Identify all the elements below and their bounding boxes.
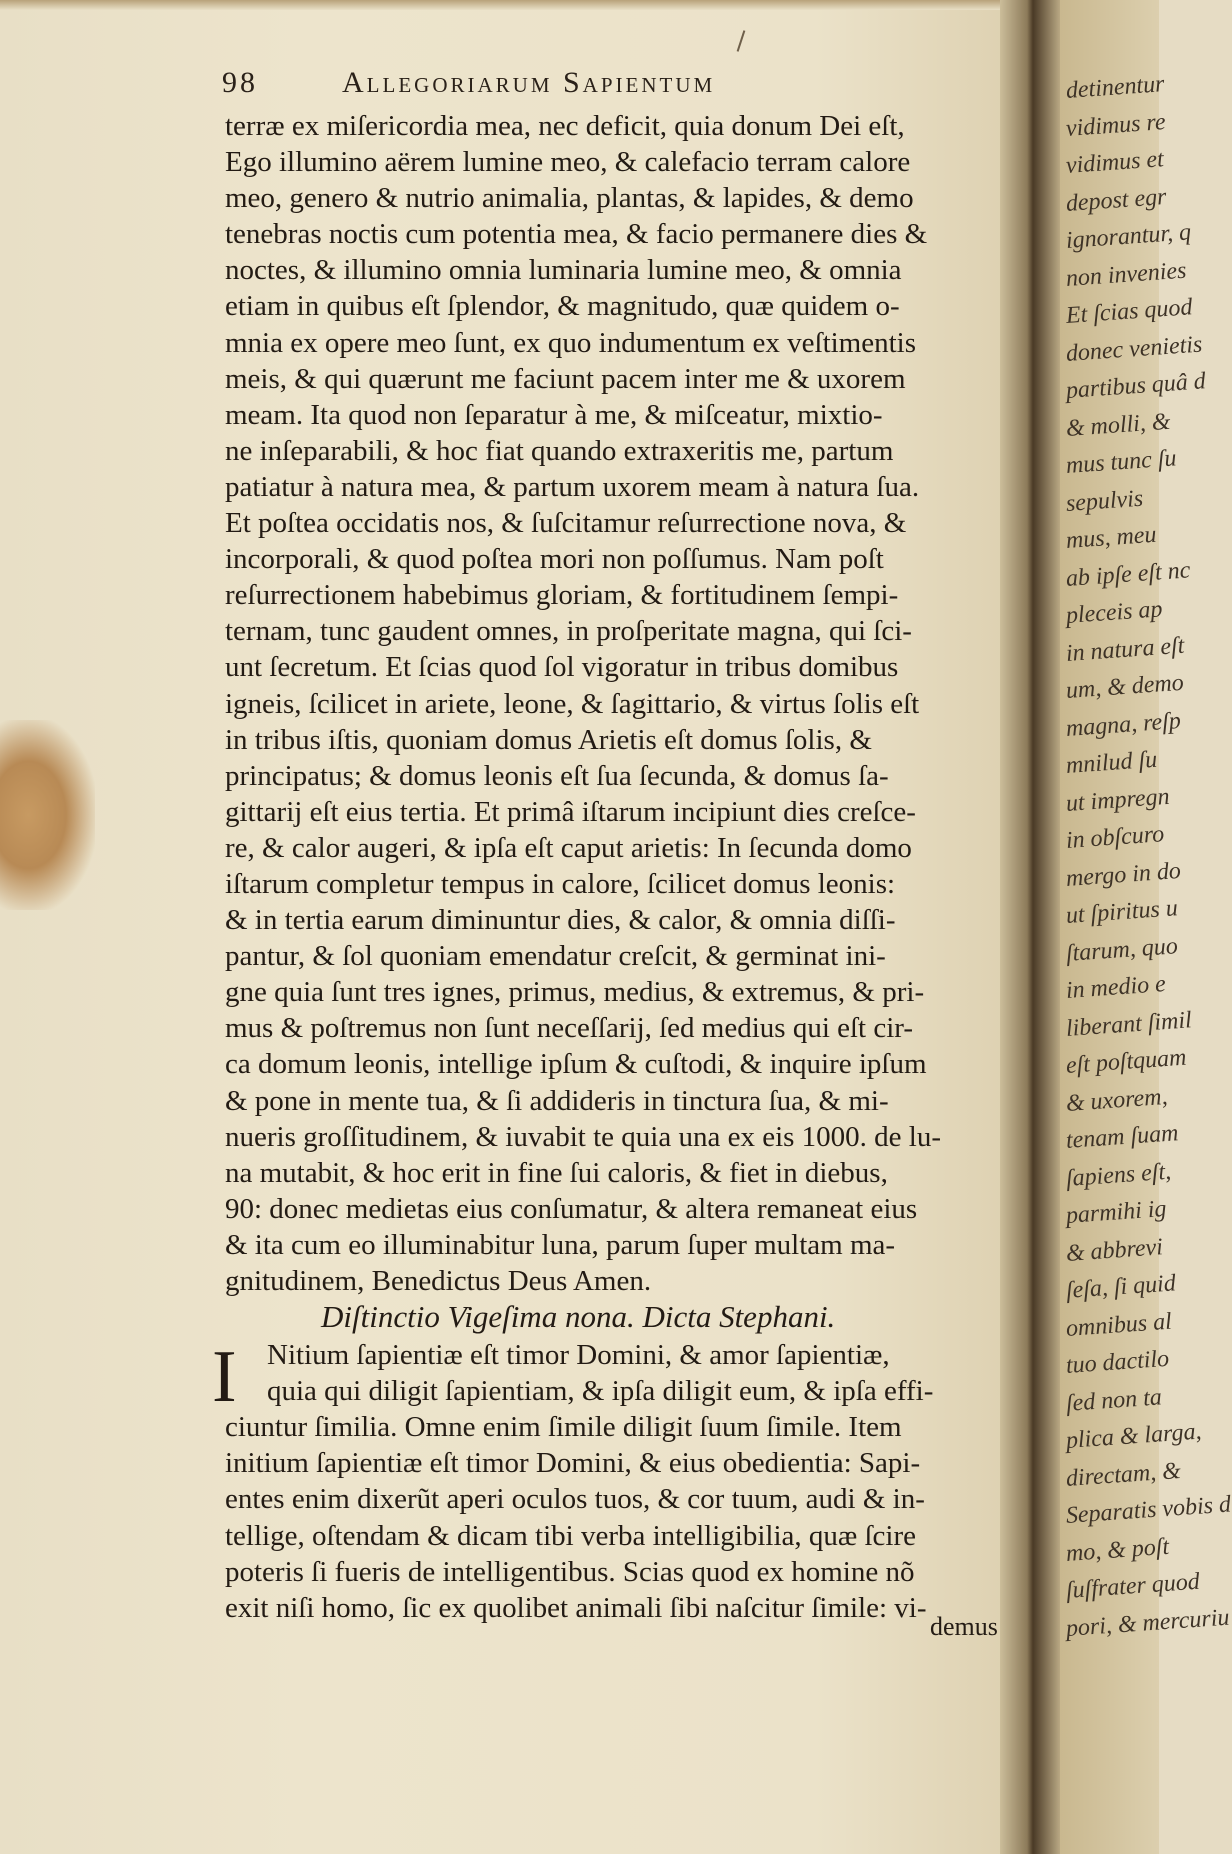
- section-heading: Diſtinctio Vigeſima nona. Dicta Stephani.: [321, 1299, 836, 1335]
- text-line: Et poſtea occidatis nos, & ſuſcitamur reſurrectione nova, &: [225, 507, 907, 540]
- text-line: initium ſapientiæ eſt timor Domini, & eius obedientia: Sapi-: [225, 1447, 921, 1480]
- text-line: nueris groſſitudinem, & iuvabit te quia una ex eis 1000. de lu-: [225, 1120, 941, 1153]
- facing-page-line: pleceis ap: [1065, 596, 1164, 629]
- text-line: terræ ex miſericordia mea, nec deficit, quia donum Dei eſt,: [225, 110, 905, 142]
- facing-page-line: ſed non ta: [1065, 1383, 1163, 1417]
- facing-page-line: non invenies: [1065, 257, 1188, 292]
- text-line: iſtarum completur tempus in calore, ſcilicet domus leonis:: [225, 867, 896, 900]
- facing-page-line: liberant ſimil: [1065, 1006, 1193, 1042]
- facing-page-line: mergo in do: [1065, 857, 1182, 892]
- facing-page-line: um, & demo: [1065, 669, 1185, 704]
- facing-page-line: partibus quâ d: [1065, 368, 1207, 404]
- text-line: mus & poſtremus non ſunt neceſſarij, ſed medius qui eſt cir-: [225, 1012, 914, 1045]
- text-line: na mutabit, & hoc erit in fine ſui caloris, & fiet in diebus,: [225, 1156, 888, 1189]
- running-head: [222, 66, 1022, 100]
- facing-page-line: directam, &: [1065, 1457, 1182, 1492]
- facing-page-line: Et ſcias quod: [1065, 294, 1194, 329]
- margin-pen-mark: [737, 30, 746, 52]
- facing-page-line: mus tunc ſu: [1065, 445, 1178, 479]
- text-line: quia qui diligit ſapientiam, & ipſa diligit eum, & ipſa effi-: [267, 1375, 934, 1408]
- text-line: reſurrectionem habebimus gloriam, & fortitudinem ſempi-: [225, 579, 899, 612]
- text-line: entes enim dixerũt aperi oculos tuos, & cor tuum, audi & in-: [225, 1483, 925, 1516]
- text-line: meam. Ita quod non ſeparatur à me, & miſceatur, mixtio-: [225, 398, 883, 431]
- text-line: mnia ex opere meo ſunt, ex quo indumentum ex veſtimentis: [225, 326, 917, 359]
- text-line: gne quia ſunt tres ignes, primus, medius, & extremus, & pri-: [225, 976, 925, 1009]
- text-line: tenebras noctis cum potentia mea, & facio permanere dies &: [225, 218, 928, 251]
- text-line: & pone in mente tua, & ſi addideris in tinctura ſua, & mi-: [225, 1084, 889, 1117]
- facing-page-line: depost egr: [1065, 183, 1168, 217]
- paper-stain: [0, 720, 95, 910]
- text-line: & ita cum eo illuminabitur luna, parum ſuper multam ma-: [225, 1228, 896, 1261]
- facing-page-line: in natura eſt: [1065, 632, 1186, 667]
- facing-page-line: omnibus al: [1065, 1308, 1173, 1342]
- text-block-after-heading: [225, 1337, 1040, 1626]
- facing-page-line: ut ſpiritus u: [1065, 895, 1179, 929]
- facing-page-line: ignorantur, q: [1065, 219, 1192, 254]
- facing-page-line: in obſcuro: [1065, 821, 1166, 854]
- text-line: etiam in quibus eſt ſplendor, & magnitudo, quæ quidem o-: [225, 290, 900, 323]
- facing-page-line: ſapiens eſt,: [1065, 1158, 1172, 1192]
- text-line: exit niſi homo, ſic ex quolibet animali ſibi naſcitur ſimile: vi-: [225, 1591, 927, 1624]
- text-line: Nitium ſapientiæ eſt timor Domini, & amor ſapientiæ,: [267, 1339, 890, 1372]
- text-line: & in tertia earum diminuntur dies, & calor, & omnia diſſi-: [225, 904, 896, 937]
- text-line: unt ſecretum. Et ſcias quod ſol vigoratur in tribus domibus: [225, 651, 899, 684]
- facing-page-line: detinentur: [1065, 71, 1166, 104]
- text-line: tellige, oſtendam & dicam tibi verba intelligibilia, quæ ſcire: [225, 1519, 916, 1552]
- text-line: pantur, & ſol quoniam emendatur creſcit, & germinat ini-: [225, 940, 886, 973]
- facing-page-line: tuo dactilo: [1065, 1345, 1170, 1379]
- text-line: re, & calor augeri, & ipſa eſt caput arietis: In ſecunda domo: [225, 831, 912, 864]
- facing-page-line: parmihi ig: [1065, 1196, 1168, 1229]
- facing-page-line: magna, reſp: [1065, 707, 1182, 742]
- facing-page-line: ab ipſe eſt nc: [1065, 556, 1192, 592]
- drop-capital: I: [212, 1336, 237, 1418]
- facing-page: [1060, 0, 1232, 1854]
- text-line: ca domum leonis, intellige ipſum & cuſtodi, & inquire ipſum: [225, 1048, 927, 1081]
- text-line: meis, & qui quærunt me faciunt pacem inter me & uxorem: [225, 362, 906, 395]
- book-gutter: [1000, 0, 1060, 1854]
- text-line: ne inſeparabili, & hoc fiat quando extraxeritis me, partum: [225, 434, 894, 467]
- facing-page-line: ut impregn: [1065, 783, 1171, 817]
- text-line: ternam, tunc gaudent omnes, in proſperitate magna, qui ſci-: [225, 615, 912, 648]
- facing-page-line: mus, meu: [1065, 521, 1158, 554]
- text-block-before-heading: [225, 108, 1040, 1299]
- text-line: gittarij eſt eius tertia. Et primâ iſtarum incipiunt dies creſce-: [225, 795, 916, 828]
- catchword: demus: [930, 1612, 998, 1641]
- facing-page-line: mo, & poſt: [1065, 1533, 1170, 1567]
- facing-page-line: Separatis vobis d: [1065, 1491, 1232, 1529]
- text-line: gnitudinem, Benedictus Deus Amen.: [225, 1265, 652, 1297]
- text-line: noctes, & illumino omnia luminaria lumine meo, & omnia: [225, 254, 902, 287]
- running-title: Allegoriarum Sapientum: [342, 66, 716, 99]
- text-line: ciuntur ſimilia. Omne enim ſimile diligit ſuum ſimile. Item: [225, 1411, 902, 1444]
- facing-page-line: ſuſfrater quod: [1065, 1568, 1201, 1604]
- text-line: Ego illumino aërem lumine meo, & calefacio terram calore: [225, 146, 911, 179]
- text-line: meo, genero & nutrio animalia, plantas, & lapides, & demo: [225, 182, 914, 215]
- facing-page-line: eſt poſtquam: [1065, 1044, 1188, 1079]
- text-line: igneis, ſcilicet in ariete, leone, & ſagittario, & virtus ſolis eſt: [225, 687, 920, 720]
- facing-page-line: ſtarum, quo: [1065, 932, 1179, 967]
- facing-page-line: ſeſa, ſi quid: [1065, 1270, 1177, 1304]
- facing-page-line: & uxorem,: [1065, 1083, 1169, 1117]
- text-line: poteris ſi fueris de intelligentibus. Scias quod ex homine nõ: [225, 1555, 915, 1588]
- facing-page-line: donec venietis: [1065, 331, 1204, 367]
- text-line: 90: donec medietas eius conſumatur, & altera remaneat eius: [225, 1192, 918, 1225]
- body-text: [225, 108, 1040, 1626]
- facing-page-line: pori, & mercuriu: [1065, 1604, 1231, 1642]
- text-line: incorporali, & quod poſtea mori non poſſumus. Nam poſt: [225, 543, 884, 576]
- text-line: principatus; & domus leonis eſt ſua ſecunda, & domus ſa-: [225, 759, 889, 792]
- text-line: patiatur à natura mea, & partum uxorem meam à natura ſua.: [225, 470, 920, 503]
- page-number: 98: [222, 66, 258, 99]
- facing-page-line: vidimus re: [1065, 108, 1167, 142]
- facing-page-line: sepulvis: [1065, 485, 1145, 517]
- facing-page-line: mnilud ſu: [1065, 746, 1158, 779]
- facing-page-line: tenam ſuam: [1065, 1120, 1180, 1154]
- text-line: in tribus iſtis, quoniam domus Arietis eſt domus ſolis, &: [225, 723, 872, 756]
- facing-page-line: & molli, &: [1065, 408, 1172, 442]
- facing-page-line: & abbrevi: [1065, 1233, 1164, 1267]
- facing-page-line: vidimus et: [1065, 146, 1165, 179]
- facing-page-line: in medio e: [1065, 971, 1167, 1004]
- facing-page-line: plica & larga,: [1065, 1418, 1203, 1454]
- page-top-edge: [0, 0, 1020, 10]
